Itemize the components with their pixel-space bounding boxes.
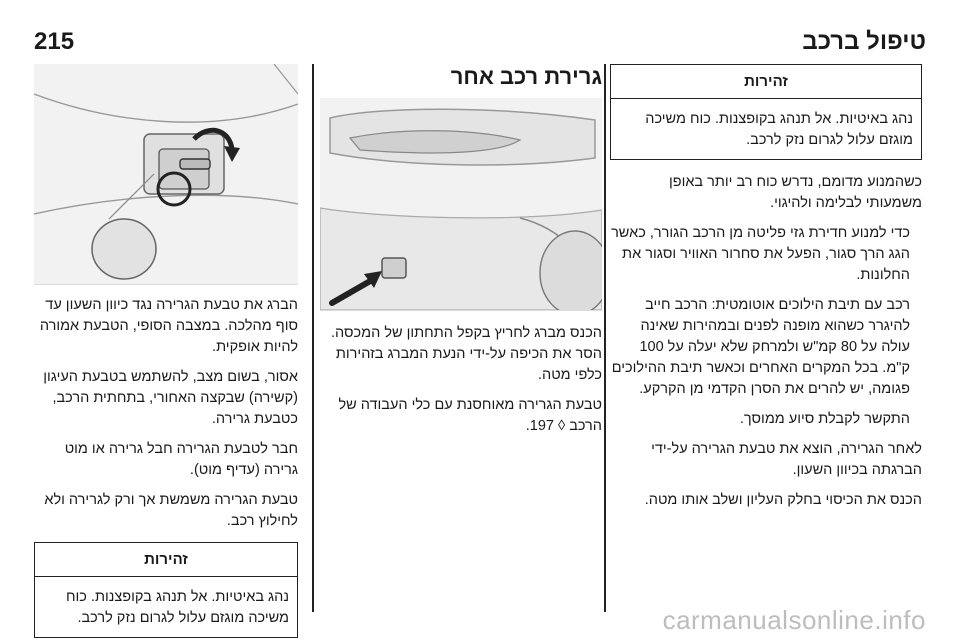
paragraph: הכנס מברג לחריץ בקפל התחתון של המכסה. הסר את הכיפה על-ידי הנעת המברג בזהירות כלפי מטה. (330, 325, 602, 383)
column-divider-right (604, 64, 606, 612)
warning-text: נהג באיטיות. אל תנהג בקופצנות. כוח משיכה מוגזם עלול לגרום נזק לרכב. (65, 589, 289, 626)
warning-box (610, 64, 922, 160)
right-column (610, 64, 922, 511)
paragraph: חבר לטבעת הגרירה חבל גרירה או מוט גרירה (עדיף מוט). (64, 441, 298, 478)
paragraph: הכנס את הכיסוי בחלק העליון ושלב אותו מטה. (644, 492, 922, 508)
watermark: carmanualsonline.info (662, 605, 926, 635)
warning-heading: זהירות (35, 543, 297, 577)
section-title: גרירת רכב אחר (450, 64, 602, 89)
paragraph: לאחר הגרירה, הוצא את טבעת הגרירה על-ידי הברגתה בכיוון השעון. (651, 441, 922, 478)
paragraph: כשהמנוע מדומם, נדרש כוח רב יותר באופן משמעותי לבלימה ולהיגוי. (668, 174, 922, 211)
paragraph: התקשר לקבלת סיוע ממוסך. (739, 411, 910, 427)
car-rear-illustration (320, 98, 602, 310)
car-rear-figure (320, 98, 602, 311)
tow-eye-illustration (34, 64, 298, 284)
running-title: טיפול ברכב (802, 28, 926, 55)
paragraph: כדי למנוע חדירת גזי פליטה מן הרכב הגורר, כאשר הגג הרך סגור, הפעל את סחרור האוויר וסגור את החלונות. (611, 225, 910, 283)
warning-box (34, 542, 298, 638)
left-column (34, 64, 298, 638)
middle-column (320, 64, 602, 437)
paragraph: הברג את טבעת הגרירה נגד כיוון השעון עד סוף מהלכה. במצבה הסופי, הטבעת אמורה להיות אופקית. (39, 297, 298, 355)
paragraph: רכב עם תיבת הילוכים אוטומטית: הרכב חייב להיגרר כשהוא מופנה לפנים ובמהירות שאינה עולה על 80 קמ"ש ולמרחק שלא יעלה על 100 ק"מ. בכל המקרים האחרים וכאשר תיבת ההילוכים פגומה, יש להרים את הסרן הקדמי מן הקרקע. (611, 297, 910, 397)
warning-heading: זהירות (611, 65, 921, 99)
paragraph: טבעת הגרירה מאוחסנת עם כלי העבודה של הרכב ◊ 197. (338, 397, 602, 434)
page-number: 215 (34, 28, 75, 55)
column-divider-left (312, 64, 314, 612)
paragraph: אסור, בשום מצב, להשתמש בטבעת העיגון (קשירה) שבקצה האחורי, בתחתית הרכב, כטבעת גרירה. (43, 369, 298, 427)
warning-text: נהג באיטיות. אל תנהג בקופצנות. כוח משיכה מוגזם עלול לגרום נזק לרכב. (645, 111, 913, 148)
page-header (34, 28, 926, 56)
paragraph: טבעת הגרירה משמשת אך ורק לגרירה ולא לחילוץ רכב. (44, 492, 298, 529)
tow-eye-figure (34, 64, 298, 285)
